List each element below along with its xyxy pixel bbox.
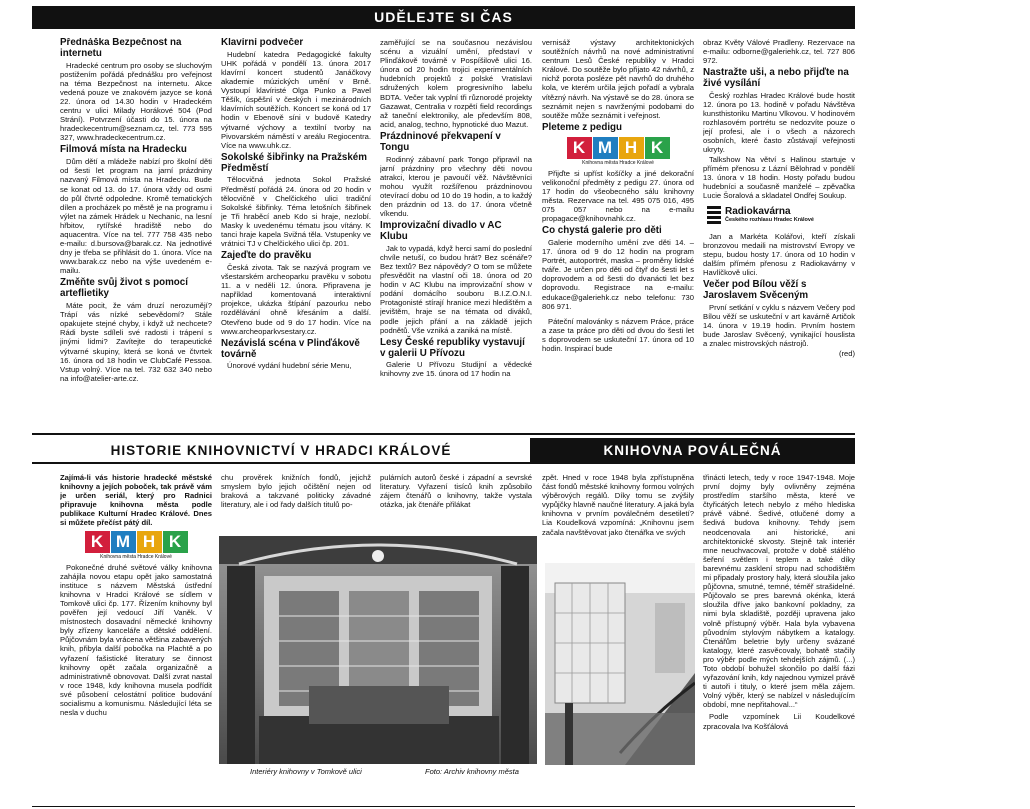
- article-body: Rodinný zábavní park Tongo připravil na jarní prázdniny pro všechny děti novou atrakci, kterou je pavoučí věž. Návštěvníci mohou využít rozšířenou prázdninovou otevírací dobu od 10 do 19 hodin, a to každý den prázdnin od 13. do 17. února včetně víkendu.: [380, 154, 532, 219]
- library-interior-photo-image: [219, 536, 537, 764]
- column-5: [703, 38, 855, 430]
- article-body: Jak to vypadá, když herci samí do poslední chvíle netuší, co budou hrát? Bez scénáře? Bez textů? Bez nápovědy? O tom se můžete přesvědčit na vlastní oči 18. února od 20 hodin v AC Klubu na improvizační show v podání domácího souboru B.I.Z.O.N.I. Protagonisté stírají hranice mezi hledištěm a jevištěm, hraje se na témata od diváků, podle jejich přání a na základě jejich podnětů. Vše vzniká a zaniká na místě.: [380, 243, 532, 335]
- article-body: Dům dětí a mládeže nabízí pro školní děti od šesti let program na jarní prázdniny nazvaný Filmová místa na Hradecku. Bude se konat od 13. do 17. února vždy od osmi do půl čtvrté odpoledne. Kromě tematických dílen a procházek po městě je na programu i výlet na zámek Hrádek u Nechanic, na lesní hřbitov, rytířské hradiště nebo do aquacentra. Více na tel. 777 758 435 nebo e-mailu: d.bursova@barak.cz. Na jednotlivé dny je třeba se přihlásit do 1. února. Více na www.barak.cz nebo na výše uvedeném e-mailu.: [60, 157, 212, 276]
- article-body: Galerie moderního umění zve děti 14. – 17. února od 9 do 12 hodin na program Portrét, autoportrét, maska – proměny lidské tváře. Je určen pro děti od čtyř do šesti let s doprovodem a od šesti do dvanácti let bez doprovodu. Registrace na e-mailu: edukace@galeriehk.cz nebo telefonu: 730 806 971.: [542, 238, 694, 311]
- series-intro: Zajímá-li vás historie hradecké městské knihovny a jejích poboček, tak právě vám je určen seriál, který pro Radnici připravuje knihovna města podle publikace Kulturní Hradec Králové. Dnes si můžete přečíst pátý díl.: [60, 473, 212, 528]
- article-body: zpět. Hned v roce 1948 byla zpřístupněna část fondů městské knihovny formou volných výběrových regálů. Díky tomu se zvýšily vypůjčky hlavně naučné literatury. A jaká byla knihovna v prvním poválečném desetiletí? Lia Koudelková vzpomíná: „Knihovnu jsem začala navštěvovat jako čtenářka ve svých: [542, 473, 694, 537]
- article-body: třinácti letech, tedy v roce 1947-1948. Moje první dojmy byly ovlivněny zejména prostředím staršího města, které ve čtyřicátých letech nebylo z mého hlediska právě vábné. Šedivé, otlučené domy a šedivá budova knihovny. Tehdy jsem neodcenovala ani historické, ani architektonické skvosty. Stejně tak interiér mne neuchvacoval, protože v době stálého šeření světlem i teplem a také díky barevnému zasklení stropu nad schodištěm mi připadaly prostory haly, která sloužila jako půjčovna, smutné, temné, téměř strašidelné. Půjčovalo se pres barevná okénka, která sloužila dříve jako bankovní pokladny, za nimi byla skladiště, později upravena jako volně přístupný výběr. Hala byla vybavena původním stylovým nábytkem a katalogy. Čtenářům beletrie byly určeny svázané katalogy, které zasvěcovaly, bohatě stačily pro výběr podle mých tehdejších zájmů. (...) Toto období bohužel skončilo po další fázi vyřazování knih, kdy najednou vymizel právě ti autoři i tituly, o které jsem měla zájem. Volný výběr, který se nabízel v následujícím období, mne nepřitahoval...“: [703, 473, 855, 710]
- article-body: Hudební katedra Pedagogické fakulty UHK pořádá v pondělí 13. února 2017 klavírní koncert studentů Janáčkovy akademie múzických umění v Brně. Vystoupí klavíristé Olga Punko a Pavel Těšík, úspěšní v českých i mezinárodních klavírních soutěžích. Koncert se koná od 17 hodin v Ebenově síni v budově Katedry výtvarné výchovy a textilní tvorby na Pivovarském náměstí v areálu Regiocentra. Více na www.uhk.cz.: [221, 49, 371, 150]
- article-body: Máte pocit, že vám druzí nerozumějí? Trápí vás nízké sebevědomí? Stále opakujete stejné chyby, i když už nechcete? Rádi byste sdíleli své radosti i trápení s jinými lidmi? Zavítejte do terapeutické výtvarné skupiny, která se koná ve čtvrtek 16. února od 18 hodin ve ClubCafé Pessoa. Vstup volný. Více na tel. 732 632 340 nebo na info@atelier-arte.cz.: [60, 301, 212, 383]
- article-title: Sokolské šibřinky na Pražském Předměstí: [221, 151, 367, 174]
- kmhk-logo: [564, 137, 672, 166]
- article-title: Improvizační divadlo v AC Klubu: [380, 220, 502, 242]
- logo-caption: Knihovna města Hradce Králové: [100, 553, 172, 560]
- article-title: Večer pod Bílou věží s Jaroslavem Svěceným: [703, 279, 809, 302]
- article-body: Páteční malovánky s názvem Práce, práce a zase ta práce pro děti od dvou do šesti let s doprovodem se uskuteční 17. února od 10 hodin. Inspirací bude: [542, 316, 694, 354]
- column-2: [221, 38, 371, 430]
- article-body: Únorové vydání hudební série Menu,: [227, 361, 352, 371]
- article-title: Klavírní podvečer: [221, 38, 304, 48]
- article-body: vernisáž výstavy architektonických soutěžních návrhů na nové administrativní centrum Lesů České republiky v Hradci Králové. Do soutěže bylo přijato 42 návrhů, z nichž porota posléze pět navrhů do druhého kola, ve kterém určila jejich pořadí a vybrala vítězný návrh. Na výstavě se do 28. února se seznámit nejen s navrženými podobami do soutěže může seznámit i veřejnost.: [542, 38, 694, 120]
- article-body: Talkshow Na větví s Halinou startuje v přímém přenosu z Lázní Bělohrad v pondělí 13. února v 18 hodin. Hosty pořadu budou hudebníci a současně manželé – zpěvačka Lucie Šoralová a skladatel Ondřej Soukup.: [703, 154, 855, 200]
- section-header-history: [32, 438, 530, 464]
- logo-tile: K: [645, 137, 670, 159]
- article-body: Tělocvičná jednota Sokol Pražské Předměstí pořádá 24. února od 20 hodin v tělocvičně v Chelčického ulici tradiční Sokolské šibřinky. Téma letošních šibřinek je Tři hraběcí aneb Kdo si hraje, nezlobí. Masky k uvedenému tématu jsou vítány. K tanci hraje kapela Svižná těla. Vstupenky ve vrátnici TJ v Chelčického ulici čp. 201.: [221, 175, 371, 249]
- article-body: obraz Květy Válové Pradleny. Rezervace na e-mailu: odborne@galeriehk.cz, tel. 727 806 972.: [703, 38, 855, 66]
- article-title: Prázdninové překvapení v Tongu: [380, 130, 501, 153]
- article-title: Pleteme z pedigu: [542, 121, 623, 133]
- bottom-column-1: [60, 473, 212, 805]
- radiokavarna-logo: [707, 206, 855, 224]
- column-4: [542, 38, 694, 430]
- section-title: KNIHOVNA POVÁLEČNÁ: [603, 443, 782, 458]
- logo-caption: Knihovna města Hradce Králové: [582, 159, 654, 166]
- article-body: Český rozhlas Hradec Králové bude hostit 12. února po 13. hodině v pořadu Návštěva kunsthistoriku Martinu Vlkovou. V hodinovém rozhlasovém portrétu se nedozvíte pouze o její profesi, ale i o všech a názorech osobních, které často zůstávají veřejnosti ukryty.: [703, 90, 855, 155]
- radio-name: Radiokavárna: [725, 206, 791, 217]
- library-staircase-photo-image: [545, 563, 695, 765]
- bottom-column-2: [221, 473, 371, 535]
- article-body: Galerie U Přívozu Studijní a vědecké knihovny zve 15. února od 17 hodin na: [380, 360, 532, 379]
- article-body: Přijďte si upříst košíčky a jiné dekorační velikonoční předměty z pedigu 27. února od 17 hodin do všeobecného sálu knihovny města. Rezervace na tel. 495 075 016, 495 075 057 nebo na e-mailu propagace@knihovnahk.cz.: [542, 168, 694, 224]
- article-body: Pokonečné druhé světové války knihovna zahájila novou etapu opět jako samostatná instituce s názvem Městská ústřední knihovna v Hradci Králové se sídlem v Tomkově ulici čp. 177. Řízením knihovny byl pověřen její vedoucí Jiří Vaněk. V místnostech dosavadní německé knihovny byly zřízeny kanceláře a dětské oddělení. Půjčovnám byla vrácena většina zabavených knih, přibyla další pobočka na Plachtě a po vyřazení fašistické literatury se činnost knihovny opět začala organizačně a administrativně obnovovat. Další zvrat nastal v roce 1948, kdy knihovna musela podřídit své působení celostátní politice budování socialismu a komunismu. Následující léta se nesla v duchu: [60, 562, 212, 718]
- bottom-column-4: [542, 473, 694, 563]
- article-title: Přednáška Bezpečnost na internetu: [60, 38, 182, 59]
- article-body: První setkání v cyklu s názvem Večery pod Bílou věží se uskuteční v art kavárně Artičok 14. února v 19.19 hodin. Prvním hostem bude Jaroslav Svěcený, vynikající houslista a znalec mistrovských nástrojů.: [703, 303, 855, 349]
- author-credit: (red): [838, 348, 855, 358]
- article-title: Nastražte uši, a nebo přijďte na živé vysílání: [703, 67, 849, 90]
- photo-credit: Foto: Archiv knihovny města: [425, 767, 519, 776]
- article-title: Filmová místa na Hradecku: [60, 144, 187, 156]
- section-header-top: [32, 6, 855, 29]
- article-title: Změňte svůj život s pomocí arteflietiky: [60, 277, 188, 300]
- article-body: pulárních autorů české i západní a sevrské literatury. Vyřazení tisíců knih způsobilo zájem čtenářů o knihovny, takže vystala otázka, jak čtenáře přilákat: [380, 473, 532, 510]
- bottom-column-3: [380, 473, 532, 535]
- article-body: Česká zivota. Tak se nazývá program ve všestarském archeoparku pravěku v sobotu 11. a v neděli 12. února. Připravena je například komentovaná interaktivní projekce, ukázka štípání pazourku nebo rozdělávání ohně křesáním a další. Otevřeno bude od 9 do 17 hodin. Více na www.archeoparkvsestary.cz.: [221, 262, 371, 336]
- article-body: zaměřující se na současnou nezávislou scénu a vizuální umění, představí v Plinďákově továrně v Pospíšilově ulici 16. února od 20 hodin trojici experimentálních hudebních projektů z polské Vratislavi sdružených kolem progresivního labelu BDTA. Večer tak vyplní tři různorodé projekty Gazawat, Centralia v rozpětí field recordings až taneční elektroniky, ale především 808, acid, analog, techno, hypnotické duo Mazut.: [380, 38, 532, 129]
- article-credit: Podle vzpomínek Lii Koudelkové zpracovala Iva Košťálová: [703, 712, 855, 731]
- article-title: Zajeďte do pravěku: [221, 250, 312, 262]
- article-title: Co chystá galerie pro děti: [542, 225, 662, 237]
- bottom-column-5: [703, 473, 855, 805]
- section-header-postwar: [530, 438, 855, 464]
- logo-tile: K: [567, 137, 592, 159]
- logo-tile: K: [163, 531, 188, 553]
- logo-tile: H: [619, 137, 644, 159]
- section-title: HISTORIE KNIHOVNICTVÍ V HRADCI KRÁLOVÉ: [110, 443, 452, 458]
- column-3: [380, 38, 532, 430]
- library-staircase-photo: [545, 563, 695, 765]
- column-1: [60, 38, 212, 430]
- article-body: chu prověrek knižních fondů, jejichž smyslem bylo jejich očištění nejen od braková a takzvané politicky závadné literatury, ale i od řady dalších titulů po-: [221, 473, 371, 510]
- article-title: Lesy České republiky vystavují v galerii U Přívozu: [380, 336, 525, 359]
- logo-tile: K: [85, 531, 110, 553]
- logo-tile: H: [137, 531, 162, 553]
- article-body: Jan a Markéta Kolářovi, kteří získali bronzovou medaili na mistrovství Evropy ve stepu, budou hosty 17. února od 10 hodin v dalším přímém přenosu z Radiokavárny v Havlíčkově ulici.: [703, 232, 855, 278]
- article-title: Nezávislá scéna v Plinďákově továrně: [221, 337, 360, 360]
- logo-tile: M: [111, 531, 136, 553]
- article-body: Hradecké centrum pro osoby se sluchovým postižením pořádá přednášku pro veřejnost na téma Bezpečnost na internetu. Akce vedená pouze ve znakovém jazyce se koná 22. února od 14.30 hodin v Hradeckém centru v ulici Milady Horákové 504 (Pod Strání). Potvrzení účasti do 15. února na hradeckecentrum@seznam.cz, tel. 773 595 327, www.hradeckecentrum.cz.: [60, 60, 212, 143]
- photo-caption: Interiéry knihovny v Tomkově ulici: [250, 767, 362, 776]
- radio-subtitle: Českého rozhlasu Hradec Králové: [725, 217, 814, 223]
- section-divider: [32, 433, 855, 435]
- radio-bars-icon: [707, 206, 721, 224]
- logo-tile: M: [593, 137, 618, 159]
- library-interior-photo: [219, 536, 537, 764]
- section-title: UDĚLEJTE SI ČAS: [374, 9, 513, 25]
- page-bottom-rule: [32, 806, 855, 807]
- kmhk-logo: [82, 531, 190, 560]
